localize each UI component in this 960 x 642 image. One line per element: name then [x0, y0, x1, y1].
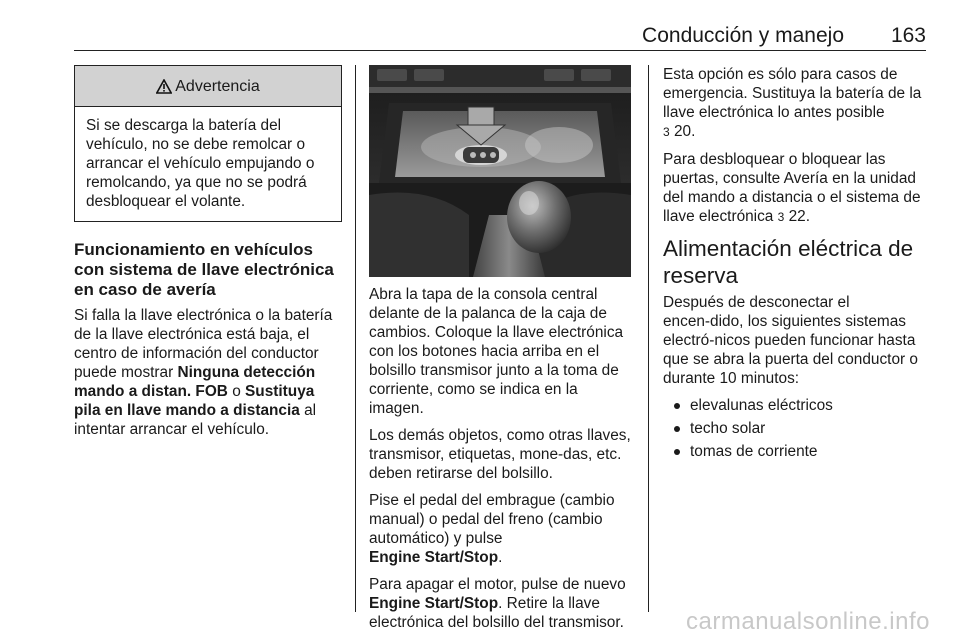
message-no-fob: Ninguna detección mando a distan. FOB	[74, 364, 316, 400]
page-header	[74, 22, 926, 52]
paragraph-remove-objects: Los demás objetos, como otras llaves, transmisor, etiquetas, mone‑das, etc. deben retirarse del bolsillo.	[369, 427, 631, 482]
warning-box	[74, 65, 342, 222]
paragraph-stop-engine: Para apagar el motor, pulse de nuevo Engine Start/Stop. Retire la llave electrónica del bolsillo del transmisor.	[369, 576, 626, 631]
paragraph-unlock-doors: Para desbloquear o bloquear las puertas, consulte Avería en la unidad del mando a distancia o el sistema de llave electrónica 3 22.	[663, 151, 921, 225]
header-rule	[74, 50, 926, 51]
list-item: tomas de corriente	[663, 442, 929, 461]
engine-start-stop-label: Engine Start/Stop	[369, 549, 499, 566]
column-1	[74, 65, 342, 447]
column-divider-2	[648, 65, 649, 612]
paragraph-emergency-only: Esta opción es sólo para casos de emergencia. Sustituya la batería de la llave electrónica lo antes posible 3 20.	[663, 66, 922, 140]
paragraph-keyless-failure: Si falla la llave electrónica o la batería de la llave electrónica está baja, el centro de información del conductor puede mostrar Ninguna detección mando a distan. FOB o Sustituya pila en llave mando a distancia al intentar arrancar el vehículo.	[74, 307, 333, 438]
warning-triangle-icon	[156, 79, 172, 94]
console-pocket-photo	[369, 65, 631, 277]
section-heading-reserve-power: Alimentación eléctrica de reserva	[663, 236, 914, 288]
column-2	[369, 65, 633, 640]
page-number: 163	[890, 24, 926, 47]
engine-start-stop-label: Engine Start/Stop	[369, 595, 499, 612]
warning-title: Advertencia	[175, 77, 260, 95]
list-item: techo solar	[663, 419, 929, 438]
column-3	[663, 65, 929, 465]
paragraph-open-console: Abra la tapa de la consola central delante de la palanca de la caja de cambios. Coloque la llave electrónica con los botones hacia arriba en el bolsillo transmisor junto a la toma de corriente, como se indica en la imagen.	[369, 286, 624, 417]
page-reference-symbol: 3	[777, 210, 785, 224]
list-item: elevalunas eléctricos	[663, 396, 929, 415]
section-title: Conducción y manejo	[642, 24, 844, 47]
column-divider-1	[355, 65, 356, 612]
paragraph-press-pedal: Pise el pedal del embrague (cambio manual) o pedal del freno (cambio automático) y pulse Engine Start/Stop.	[369, 492, 615, 566]
reserve-power-list	[663, 396, 929, 461]
page-reference-symbol: 3	[663, 125, 670, 139]
paragraph-reserve-power: Después de desconectar el encen‑dido, los siguientes sistemas electró‑nicos pueden funcionar hasta que se abra la puerta del conductor o durante 10 minutos:	[663, 294, 918, 387]
section-heading-keyless: Funcionamiento en vehículos con sistema de llave electrónica en caso de avería	[74, 240, 334, 299]
warning-body: Si se descarga la batería del vehículo, no se debe remolcar o arrancar el vehículo empujando o remolcando, ya que no se podrá desbloquear el volante.	[86, 117, 315, 210]
warning-header	[75, 66, 341, 107]
watermark: carmanualsonline.info	[686, 608, 930, 635]
message-replace-battery: Sustituya pila en llave mando a distancia	[74, 383, 315, 419]
